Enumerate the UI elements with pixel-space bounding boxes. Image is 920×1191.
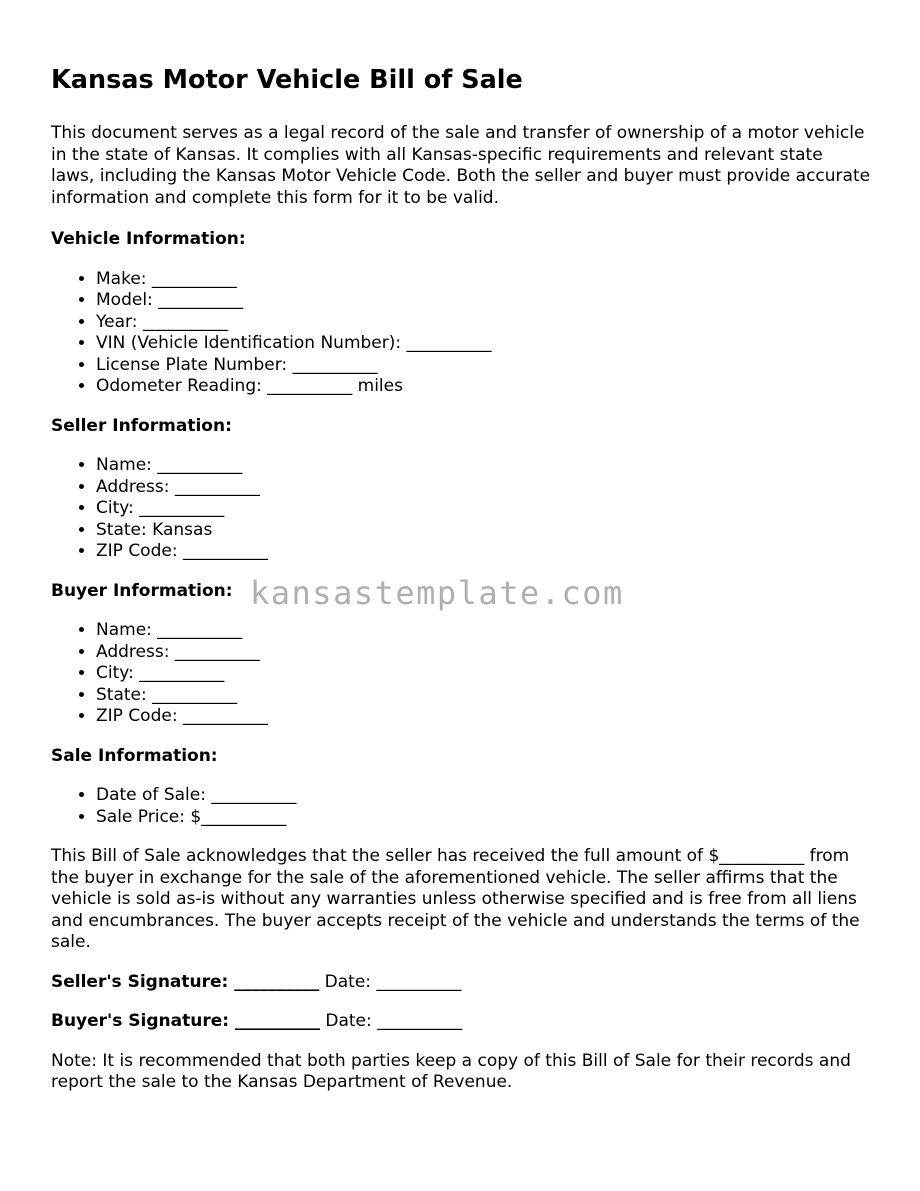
note-paragraph: Note: It is recommended that both parties keep a copy of this Bill of Sale for their records and report the sale to the Kansas Department of Revenue. bbox=[51, 1050, 851, 1092]
seller-city-item: • City: __________ bbox=[96, 498, 871, 520]
seller-section-heading: Seller Information: bbox=[51, 415, 232, 436]
buyer-signature-line bbox=[51, 1011, 871, 1033]
acknowledgment-paragraph: This Bill of Sale acknowledges that the seller has received the full amount of $__________ from the buyer in exchange for the sale of the aforementioned vehicle. The seller affirms that the vehicle is sold as-is without any warranties unless otherwise specified and is free from all liens and encumbrances. The buyer accepts receipt of the vehicle and understands the terms of the sale. bbox=[51, 846, 860, 952]
seller-zip-item: • ZIP Code: __________ bbox=[96, 541, 871, 563]
buyer-signature-date: Date: __________ bbox=[319, 1011, 463, 1031]
buyer-section-heading: Buyer Information: bbox=[51, 580, 233, 601]
buyer-name-item: • Name: __________ bbox=[96, 620, 871, 642]
seller-state-item: • State: Kansas bbox=[96, 520, 871, 542]
seller-signature-date: Date: __________ bbox=[319, 971, 462, 992]
sale-section-heading: Sale Information: bbox=[51, 745, 218, 766]
buyer-state-item: • State: __________ bbox=[96, 685, 871, 707]
sale-info-list bbox=[51, 785, 871, 828]
page-title: Kansas Motor Vehicle Bill of Sale bbox=[51, 65, 523, 95]
buyer-info-list bbox=[51, 620, 871, 728]
sale-date-item: • Date of Sale: __________ bbox=[96, 785, 871, 807]
seller-info-list bbox=[51, 455, 871, 563]
seller-signature-label: Seller's Signature: __________ bbox=[51, 971, 320, 992]
vehicle-info-list bbox=[51, 269, 871, 398]
seller-signature-line bbox=[51, 972, 871, 994]
vehicle-section-heading: Vehicle Information: bbox=[51, 229, 246, 249]
vehicle-vin-item: • VIN (Vehicle Identification Number): __________ bbox=[96, 333, 871, 355]
vehicle-year-item: • Year: __________ bbox=[96, 312, 871, 334]
buyer-city-item: • City: __________ bbox=[96, 663, 871, 685]
buyer-zip-item: • ZIP Code: __________ bbox=[96, 706, 871, 728]
intro-paragraph: This document serves as a legal record of the sale and transfer of ownership of a motor vehicle in the state of Kansas. It complies with all Kansas-specific requirements and relevant state laws, including the Kansas Motor Vehicle Code. Both the seller and buyer must provide accurate information and complete this form for it to be valid. bbox=[51, 123, 871, 208]
vehicle-plate-item: • License Plate Number: __________ bbox=[96, 355, 871, 377]
vehicle-model-item: • Model: __________ bbox=[96, 290, 871, 312]
seller-address-item: • Address: __________ bbox=[96, 477, 871, 499]
document-page bbox=[51, 60, 871, 1094]
buyer-address-item: • Address: __________ bbox=[96, 642, 871, 664]
watermark: kansastemplate.com bbox=[250, 574, 624, 612]
buyer-signature-label: Buyer's Signature: __________ bbox=[51, 1011, 320, 1031]
sale-price-item: • Sale Price: $__________ bbox=[96, 807, 871, 829]
vehicle-make-item: • Make: __________ bbox=[96, 269, 871, 291]
vehicle-odometer-item: • Odometer Reading: __________ miles bbox=[96, 376, 871, 398]
seller-name-item: • Name: __________ bbox=[96, 455, 871, 477]
